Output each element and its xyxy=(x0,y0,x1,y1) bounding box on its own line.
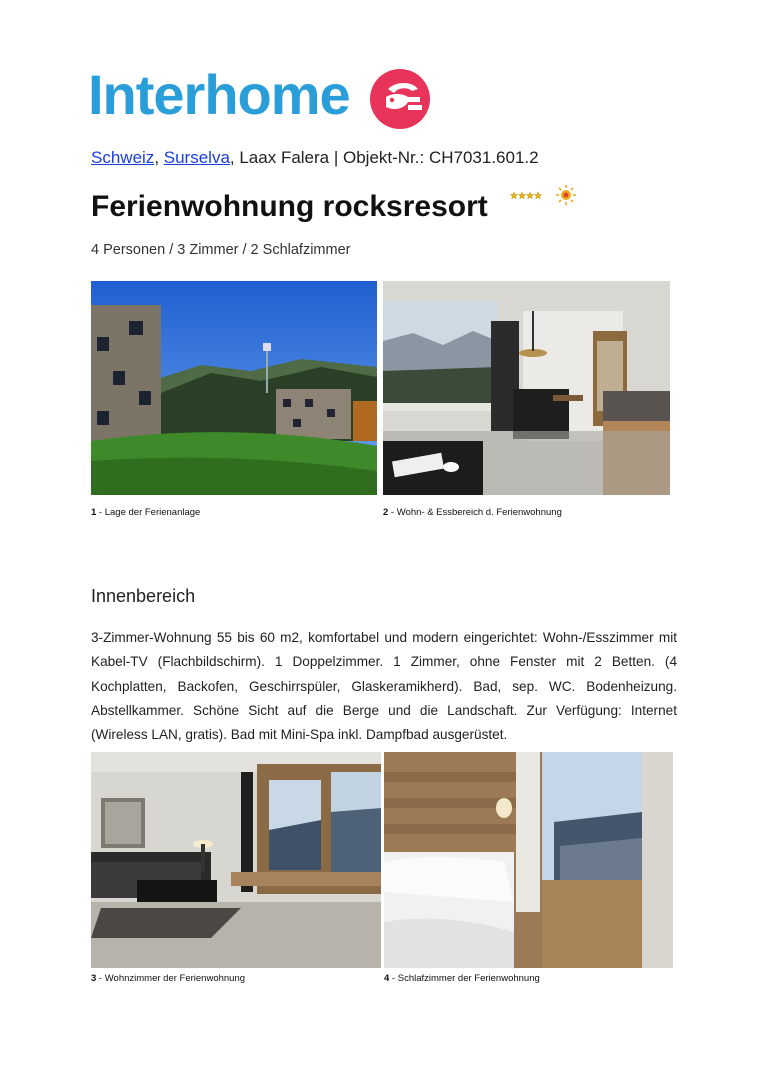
interhome-bird-icon xyxy=(368,67,432,131)
breadcrumb-separator: , xyxy=(154,148,164,167)
photo-living-room[interactable] xyxy=(91,752,381,968)
breadcrumb-location-object: , Laax Falera | Objekt-Nr.: CH7031.601.2 xyxy=(229,148,539,167)
photo-caption-2: 2 - Wohn- & Essbereich d. Ferienwohnung xyxy=(383,507,562,518)
breadcrumb xyxy=(91,148,539,168)
sun-rating-icon xyxy=(556,185,576,205)
rating-stars-icon xyxy=(510,184,582,208)
photo-caption-3: 3 - Wohnzimmer der Ferienwohnung xyxy=(91,973,246,984)
interhome-logo[interactable] xyxy=(88,64,433,134)
logo-wordmark: Interhome xyxy=(88,63,350,126)
photo-caption-4: 4 - Schlafzimmer der Ferienwohnung xyxy=(384,973,540,984)
property-summary: 4 Personen / 3 Zimmer / 2 Schlafzimmer xyxy=(91,242,351,258)
page-title: Ferienwohnung rocksresort xyxy=(91,190,488,223)
photo-bedroom[interactable] xyxy=(384,752,673,968)
breadcrumb-link-country[interactable]: Schweiz xyxy=(91,148,155,167)
description-text: 3-Zimmer-Wohnung 55 bis 60 m2, komfortabel und modern eingerichtet: Wohn-/Esszimmer mit Kabel-TV (Flachbildschirm). 1 Doppelzimmer. 1 Zimmer, ohne Fenster mit 2 Betten. (4 Kochplatten, Backofen, Geschirrspüler, Glaskeramikherd). Bad, sep. WC. Bodenheizung. Abstellkammer. Schöne Sicht auf die Berge und die Landschaft. Zur Verfügung: Internet (Wireless LAN, gratis). Bad mit Mini-Spa inkl. Dampfbad ausgerüstet. xyxy=(91,630,677,743)
photo-living-dining[interactable] xyxy=(383,281,670,495)
photo-caption-1: 1 - Lage der Ferienanlage xyxy=(91,507,201,518)
section-heading: Innenbereich xyxy=(91,586,196,606)
breadcrumb-link-region[interactable]: Surselva xyxy=(163,148,230,167)
photo-exterior[interactable] xyxy=(91,281,377,495)
